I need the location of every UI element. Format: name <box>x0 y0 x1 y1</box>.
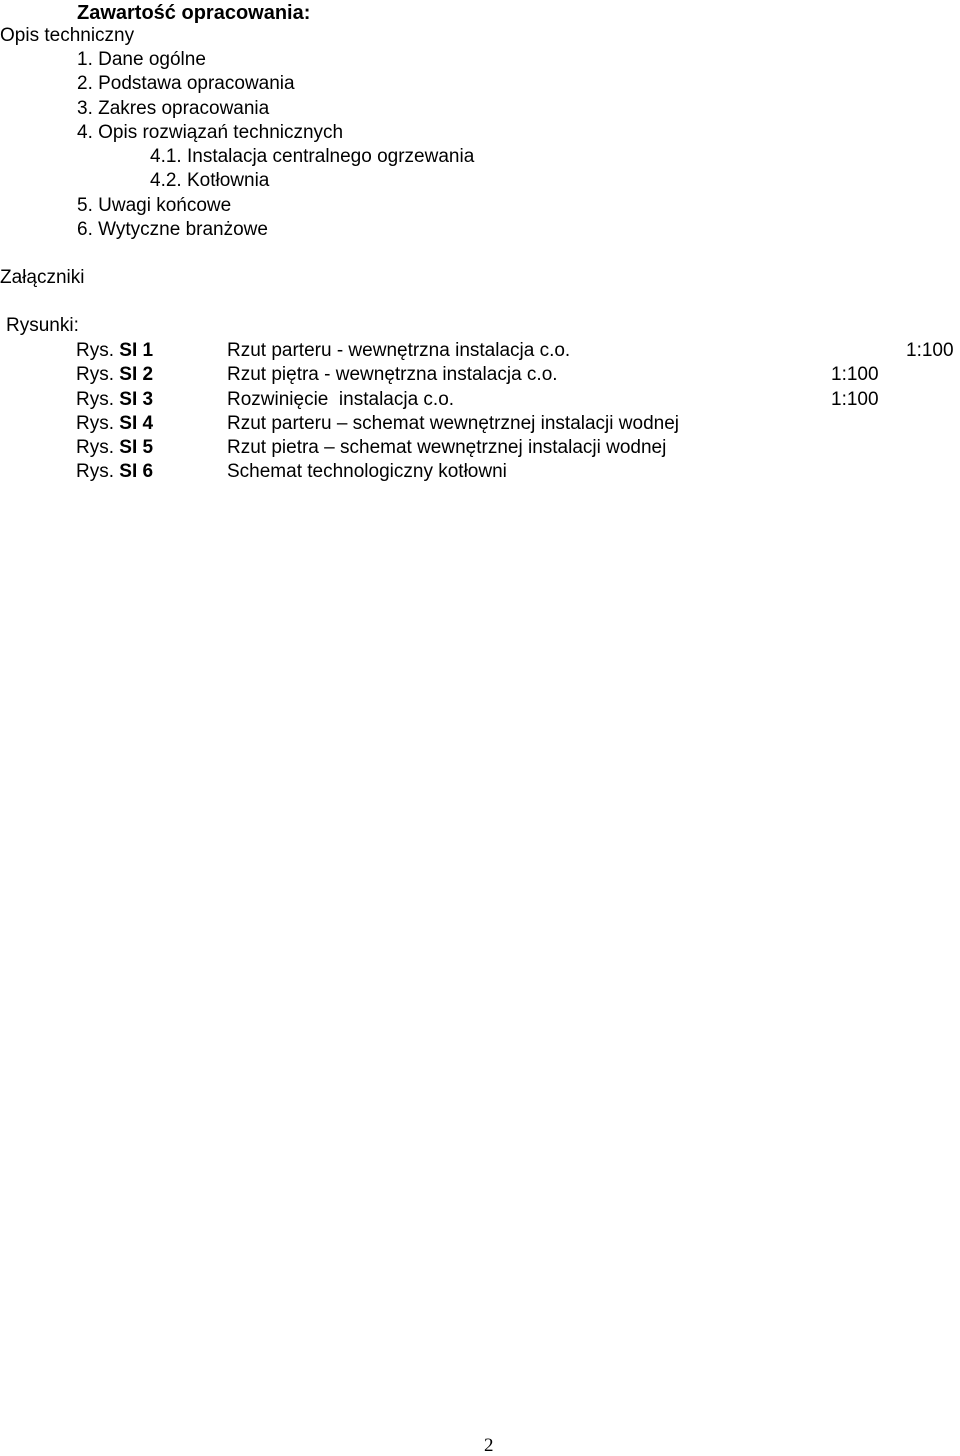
drawing-ref <box>76 436 153 460</box>
drawing-code: SI 2 <box>119 364 154 386</box>
drawing-code: SI 1 <box>119 340 154 361</box>
toc-item: 6. Wytyczne branżowe <box>77 219 268 241</box>
toc-item: 4. Opis rozwiązań technicznych <box>77 121 344 143</box>
drawing-ref <box>76 363 153 387</box>
drawing-prefix: Rys. <box>76 340 120 361</box>
drawing-row <box>0 363 960 387</box>
drawing-ref <box>76 339 153 363</box>
drawing-row <box>0 436 960 460</box>
drawing-prefix: Rys. <box>76 437 120 459</box>
drawing-code: SI 3 <box>119 388 154 410</box>
drawing-title: Rzut piętra - wewnętrzna instalacja c.o. <box>227 364 558 386</box>
toc-item: 5. Uwagi końcowe <box>77 194 232 216</box>
drawing-prefix: Rys. <box>76 388 120 410</box>
drawing-row <box>0 339 960 363</box>
drawing-title: Rzut parteru - wewnętrzna instalacja c.o. <box>227 340 571 361</box>
drawing-code: SI 5 <box>119 437 154 459</box>
drawing-title: Rzut pietra – schemat wewnętrznej instalacji wodnej <box>227 437 667 459</box>
drawing-title: Schemat technologiczny kotłowni <box>227 461 507 483</box>
drawing-title: Rzut parteru – schemat wewnętrznej instalacji wodnej <box>227 412 679 434</box>
table-of-contents <box>0 48 474 242</box>
toc-item: 2. Podstawa opracowania <box>77 73 295 95</box>
section-heading-technical-description: Opis techniczny <box>0 25 135 46</box>
drawings-list <box>0 339 960 485</box>
drawing-scale: 1:100 <box>906 340 954 361</box>
drawing-row <box>0 388 960 412</box>
toc-subitem: 4.1. Instalacja centralnego ogrzewania <box>150 146 475 168</box>
toc-item: 3. Zakres opracowania <box>77 97 270 119</box>
toc-subitem: 4.2. Kotłownia <box>150 170 270 192</box>
drawing-scale: 1:100 <box>831 388 879 410</box>
page-title: Zawartość opracowania: <box>77 2 311 24</box>
drawing-prefix: Rys. <box>76 364 120 386</box>
drawing-prefix: Rys. <box>76 412 120 434</box>
drawing-scale: 1:100 <box>831 364 879 386</box>
drawing-ref <box>76 412 153 436</box>
toc-item: 1. Dane ogólne <box>77 49 206 70</box>
drawings-heading: Rysunki: <box>6 315 79 336</box>
drawing-code: SI 4 <box>119 412 154 434</box>
drawing-ref <box>76 388 153 412</box>
drawing-row <box>0 460 960 484</box>
drawing-code: SI 6 <box>119 461 154 483</box>
drawing-prefix: Rys. <box>76 461 120 483</box>
attachments-heading: Załączniki <box>0 267 85 288</box>
drawing-title: Rozwinięcie instalacja c.o. <box>227 388 455 410</box>
page-number: 2 <box>484 1435 494 1456</box>
drawing-ref <box>76 460 153 484</box>
drawing-row <box>0 412 960 436</box>
